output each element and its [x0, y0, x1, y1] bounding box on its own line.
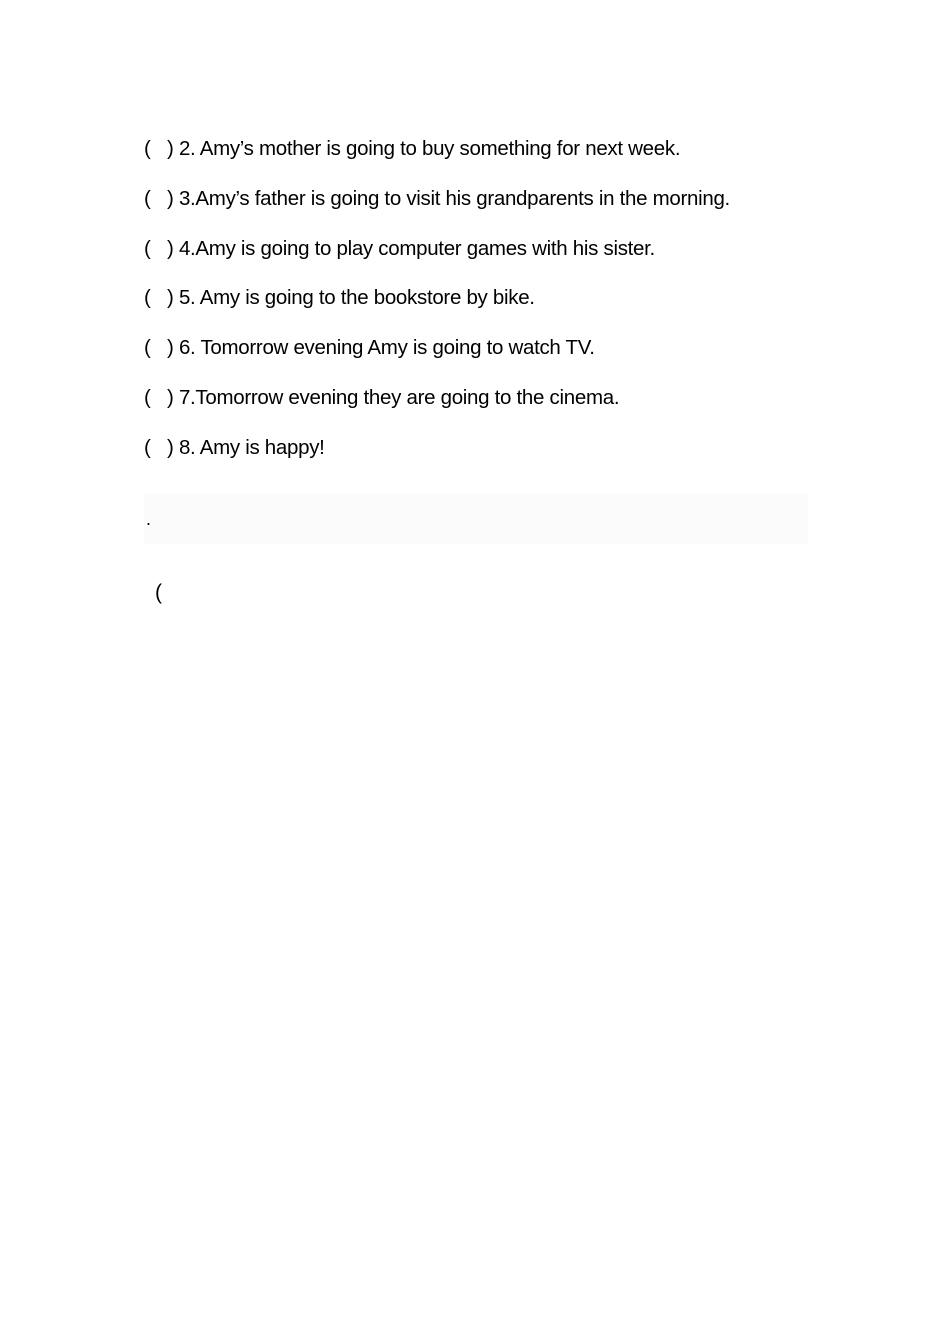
answer-blank-open: ( — [144, 286, 151, 310]
question-text: 6. Tomorrow evening Amy is going to watch TV. — [178, 336, 595, 360]
answer-blank-close: ) — [167, 286, 174, 310]
question-item — [144, 433, 824, 483]
answer-blank-close: ) — [167, 137, 174, 160]
answer-blank-close: ) — [167, 336, 174, 360]
answer-blank-open: ( — [144, 336, 151, 360]
question-item — [144, 333, 824, 383]
question-text: 4.Amy is going to play computer games with his sister. — [178, 236, 655, 260]
trailing-open-paren: ( — [155, 581, 162, 604]
question-item — [144, 184, 824, 234]
question-text: 2. Amy’s mother is going to buy something for next week. — [178, 137, 681, 160]
answer-blank-close: ) — [167, 435, 174, 459]
question-text: 3.Amy’s father is going to visit his grandparents in the morning. — [178, 186, 730, 210]
true-false-question-list — [144, 134, 824, 483]
question-text: 8. Amy is happy! — [178, 435, 325, 459]
answer-blank-open: ( — [144, 435, 151, 459]
answer-blank-close: ) — [167, 236, 174, 260]
answer-blank-open: ( — [144, 385, 151, 409]
answer-blank-open: ( — [144, 137, 151, 160]
question-item — [144, 283, 824, 333]
question-item — [144, 134, 824, 184]
question-text: 5. Amy is going to the bookstore by bike. — [178, 286, 535, 310]
answer-blank-close: ) — [167, 385, 174, 409]
question-text: 7.Tomorrow evening they are going to the cinema. — [178, 385, 620, 409]
shaded-text-band — [144, 494, 808, 544]
answer-blank-open: ( — [144, 236, 151, 260]
answer-blank-close: ) — [167, 186, 174, 210]
question-item — [144, 383, 824, 433]
answer-blank-open: ( — [144, 186, 151, 210]
question-item — [144, 234, 824, 284]
band-dot-text: . — [146, 509, 152, 529]
